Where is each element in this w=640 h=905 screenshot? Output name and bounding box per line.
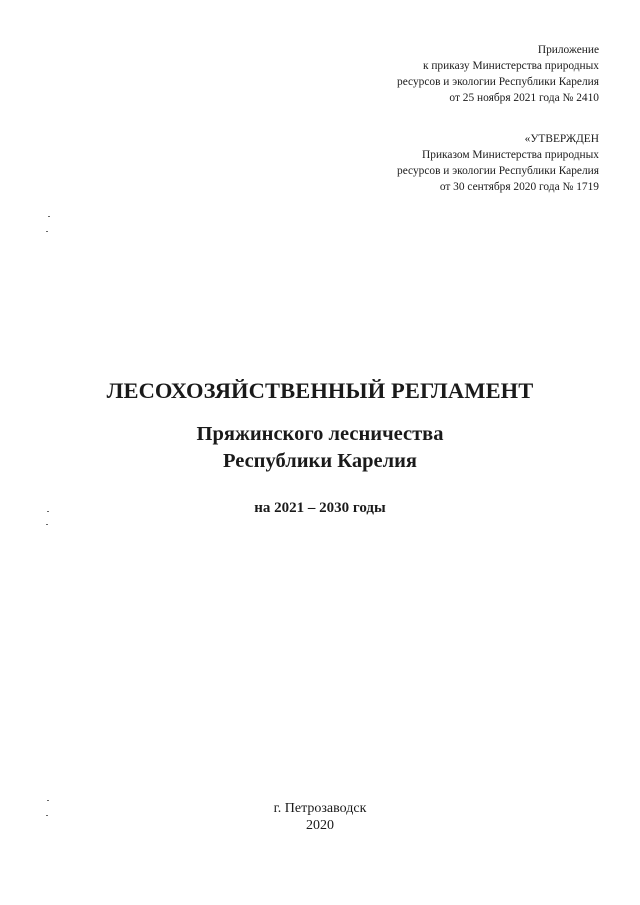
approval-block xyxy=(397,131,599,195)
approval-line: ресурсов и экологии Республики Карелия xyxy=(397,165,599,177)
appendix-line: от 25 ноября 2021 года № 2410 xyxy=(449,92,599,104)
appendix-line: Приложение xyxy=(537,44,599,56)
approval-line: Приказом Министерства природных xyxy=(422,149,599,161)
document-period: на 2021 – 2030 годы xyxy=(254,500,386,516)
document-subtitle-line1: Пряжинского лесничества xyxy=(196,423,444,445)
appendix-line: ресурсов и экологии Республики Карелия xyxy=(397,76,599,88)
approval-line: от 30 сентября 2020 года № 1719 xyxy=(439,181,599,193)
scan-speck xyxy=(46,815,48,816)
scan-speck xyxy=(46,524,48,525)
document-title: ЛЕСОХОЗЯЙСТВЕННЫЙ РЕГЛАМЕНТ xyxy=(106,378,534,403)
scan-speck xyxy=(48,216,50,217)
approval-line: «УТВЕРЖДЕН xyxy=(524,133,599,145)
appendix-line: к приказу Министерства природных xyxy=(422,60,599,72)
appendix-block xyxy=(397,42,599,106)
scan-speck xyxy=(47,800,49,801)
scan-speck xyxy=(46,231,48,232)
publication-year: 2020 xyxy=(306,818,334,833)
scan-speck xyxy=(47,511,49,512)
document-subtitle-line2: Республики Карелия xyxy=(222,450,418,472)
publication-city: г. Петрозаводск xyxy=(273,801,367,816)
